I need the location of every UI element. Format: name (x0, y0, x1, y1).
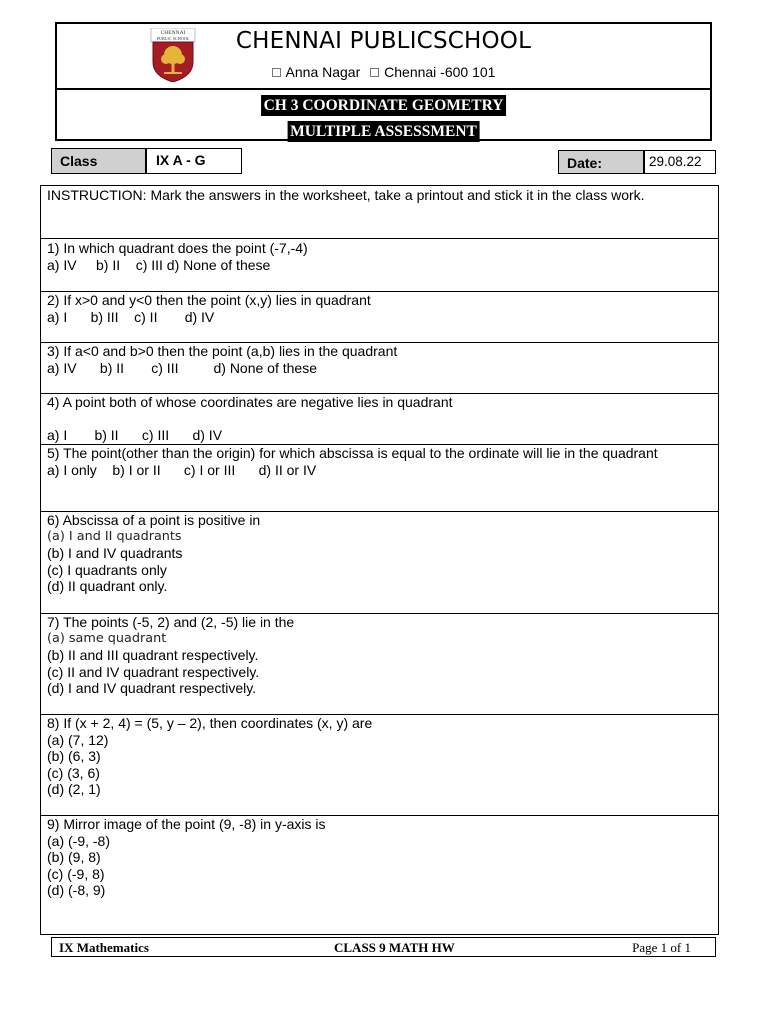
bullet-box-icon (370, 68, 379, 77)
answer-options: a) IV b) II c) III d) None of these (47, 359, 317, 376)
page-footer (51, 937, 716, 957)
bullet-box-icon (272, 68, 281, 77)
assessment-title: MULTIPLE ASSESSMENT (287, 121, 480, 142)
question-text: 6) Abscissa of a point is positive in (47, 512, 261, 528)
question-text: 5) The point(other than the origin) for which abscissa is equal to the ordinate will lie in the quadrant (47, 445, 658, 461)
question-text: 8) If (x + 2, 4) = (5, y – 2), then coordinates (x, y) are (47, 715, 373, 731)
question-text: 2) If x>0 and y<0 then the point (x,y) lies in quadrant (47, 292, 371, 308)
address-area: Anna Nagar (285, 64, 361, 80)
answer-option-a: (a) same quadrant (47, 630, 167, 646)
question-text: 4) A point both of whose coordinates are negative lies in quadrant (47, 394, 453, 410)
question-text: 7) The points (-5, 2) and (2, -5) lie in the (47, 614, 295, 630)
question-text: 1) In which quadrant does the point (-7,-4) (47, 240, 308, 256)
question-text: 3) If a<0 and b>0 then the point (a,b) lies in the quadrant (47, 343, 398, 359)
question-row-3 (41, 343, 718, 394)
answer-options: a) I b) II c) III d) IV (47, 426, 223, 443)
answer-options: a) I b) III c) II d) IV (47, 308, 215, 325)
answer-option-c: (c) I quadrants only (47, 561, 167, 578)
answer-option-a: (a) I and II quadrants (47, 528, 182, 544)
answer-option-d: (d) (-8, 9) (47, 882, 106, 899)
answer-option-c: (c) (-9, 8) (47, 865, 105, 882)
question-row-2 (41, 292, 718, 343)
answer-option-a: (a) (7, 12) (47, 731, 109, 748)
question-row-1 (41, 239, 718, 292)
answer-option-b: (b) II and III quadrant respectively. (47, 647, 259, 664)
instruction-text: INSTRUCTION: Mark the answers in the worksheet, take a printout and stick it in the class work. (47, 187, 645, 203)
school-header (55, 22, 712, 141)
class-label: Class (51, 148, 146, 174)
question-row-8 (41, 715, 718, 816)
answer-option-b: (b) (9, 8) (47, 849, 101, 866)
date-label: Date: (558, 150, 644, 174)
instruction-row (41, 186, 718, 239)
footer-page-number: Page 1 of 1 (632, 940, 691, 955)
question-text: 9) Mirror image of the point (9, -8) in y-axis is (47, 816, 326, 832)
question-row-7 (41, 614, 718, 715)
answer-option-b: (b) I and IV quadrants (47, 545, 183, 562)
question-row-4 (41, 394, 718, 445)
svg-text:CHENNAI: CHENNAI (160, 30, 186, 36)
info-row (0, 148, 768, 176)
school-name: CHENNAI PUBLICSCHOOL (235, 28, 532, 54)
answer-option-c: (c) II and IV quadrant respectively. (47, 663, 260, 680)
date-value: 29.08.22 (644, 150, 716, 174)
footer-title: CLASS 9 MATH HW (334, 940, 455, 955)
answer-option-a: (a) (-9, -8) (47, 832, 110, 849)
answer-options: a) I only b) I or II c) I or III d) II or IV (47, 461, 317, 478)
answer-option-d: (d) (2, 1) (47, 781, 101, 798)
header-divider (57, 88, 710, 90)
question-row-5 (41, 445, 718, 512)
chapter-title: CH 3 COORDINATE GEOMETRY (261, 95, 507, 116)
school-address (57, 64, 710, 80)
answer-option-d: (d) II quadrant only. (47, 578, 168, 595)
worksheet-table (40, 185, 719, 935)
answer-option-d: (d) I and IV quadrant respectively. (47, 680, 257, 697)
question-row-9 (41, 816, 718, 934)
answer-option-c: (c) (3, 6) (47, 764, 100, 781)
svg-text:PUBLIC SCHOOL: PUBLIC SCHOOL (156, 36, 190, 41)
answer-option-b: (b) (6, 3) (47, 748, 101, 765)
question-row-6 (41, 512, 718, 614)
address-city: Chennai -600 101 (384, 64, 496, 80)
footer-subject: IX Mathematics (59, 940, 149, 955)
answer-options: a) IV b) II c) III d) None of these (47, 256, 271, 273)
class-value: IX A - G (146, 148, 242, 174)
